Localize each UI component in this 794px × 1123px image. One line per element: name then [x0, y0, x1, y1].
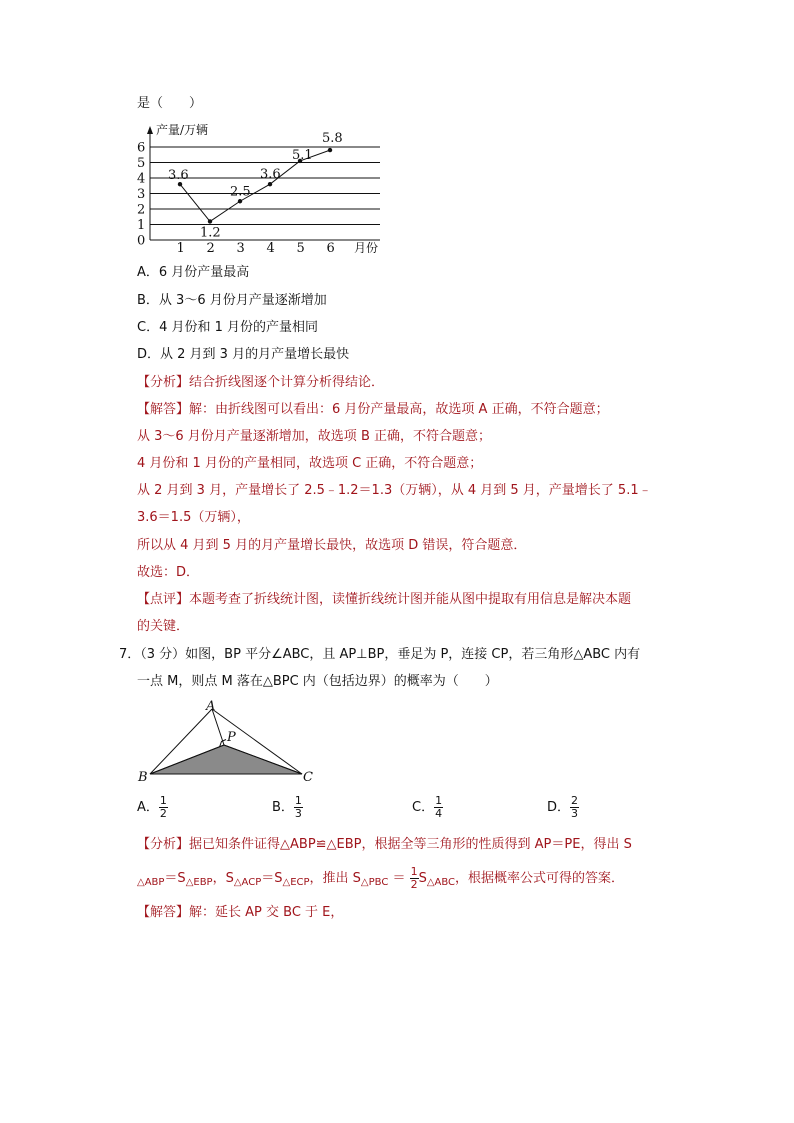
option-fraction: [159, 795, 168, 820]
text: ＝: [388, 871, 410, 886]
analysis-tag: 【分析】: [137, 837, 190, 852]
y-tick-label: 0: [137, 233, 146, 249]
denominator: 4: [435, 807, 443, 820]
answer-tag: 【解答】: [137, 905, 190, 920]
y-tick-label: 5: [137, 156, 146, 171]
q6-option-d: D．从 2 月到 3 月的月产量增长最快: [137, 347, 350, 362]
option-letter: B．: [272, 800, 294, 815]
q6-analysis: [137, 374, 384, 392]
x-tick-labels: [177, 241, 335, 256]
analysis-tag: 【分析】: [137, 375, 190, 390]
x-tick-label: 2: [206, 241, 215, 256]
shaded-triangle-bpc: [150, 745, 302, 774]
option-letter: C．: [412, 800, 435, 815]
data-point: [328, 148, 332, 152]
text: ＝S: [164, 871, 186, 886]
comment-tag: 【点评】: [137, 592, 190, 607]
q7-option-b: [272, 795, 303, 820]
data-label: 1.2: [200, 225, 221, 241]
q6-answer-line-1: [137, 401, 609, 419]
y-axis-label: 产量/万辆: [156, 123, 209, 137]
q7-stem-line-2: 一点 M，则点 M 落在△BPC 内（包括边界）的概率为（ ）: [137, 674, 498, 689]
analysis-text: 据已知条件证得△ABP≌△EBP，根据全等三角形的性质得到 AP＝PE，得出 S: [189, 837, 632, 852]
q6-answer-line-2: 从 3～6 月份月产量逐渐增加，故选项 B 正确，不符合题意；: [137, 429, 491, 444]
comment-text: 本题考查了折线统计图，读懂折线统计图并能从图中提取有用信息是解决本题: [189, 592, 632, 607]
numerator: 2: [571, 794, 579, 807]
q7-analysis-line-2: [137, 866, 624, 892]
data-label: 5.1: [292, 147, 313, 163]
numerator: 1: [435, 794, 443, 807]
q6-answer-line-4: 从 2 月到 3 月，产量增长了 2.5﹣1.2＝1.3（万辆），从 4 月到 5 月，产量增长了 5.1﹣: [137, 483, 652, 498]
q6-option-c: C．4 月份和 1 月份的产量相同: [137, 320, 319, 335]
q6-comment-line-2: 的关键．: [137, 619, 190, 634]
option-fraction: [570, 795, 579, 820]
q6-stem-tail: 是（ ）: [137, 96, 203, 111]
numerator: 1: [294, 794, 302, 807]
subscript: △EBP: [185, 877, 213, 888]
label-c: C: [303, 770, 313, 785]
q7-option-c: [412, 795, 443, 820]
q6-option-a: A．6 月份产量最高: [137, 265, 250, 280]
q7-option-a: [137, 795, 168, 820]
x-tick-label: 6: [326, 241, 335, 256]
subscript: △ECP: [282, 877, 310, 888]
y-tick-label: 2: [137, 202, 146, 218]
chart-grid: [150, 147, 380, 225]
text: ，根据概率公式可得的答案．: [455, 871, 625, 886]
option-letter: D．: [547, 800, 571, 815]
y-tick-labels: [137, 141, 145, 249]
y-tick-label: 4: [137, 171, 146, 187]
text: ＝S: [261, 871, 283, 886]
option-fraction: [294, 795, 303, 820]
label-b: B: [138, 770, 148, 785]
data-label: 2.5: [230, 184, 251, 200]
q6-answer-line-5: 3.6＝1.5（万辆），: [137, 510, 250, 525]
y-tick-label: 6: [137, 140, 146, 156]
text: ，推出 S: [309, 871, 361, 886]
answer-tag: 【解答】: [137, 402, 190, 417]
data-label: 3.6: [260, 167, 281, 183]
q7-stem-line-1: 7．（3 分）如图，BP 平分∠ABC，且 AP⊥BP，垂足为 P，连接 CP，若三角形△ABC 内有: [119, 647, 641, 662]
q7-answer: [137, 904, 343, 922]
x-axis-label: 月份: [354, 241, 379, 255]
text: S: [418, 871, 427, 886]
label-p: P: [227, 730, 236, 745]
x-tick-label: 3: [236, 241, 245, 256]
data-point: [268, 182, 272, 186]
data-label: 3.6: [168, 168, 189, 184]
triangle-figure: [130, 698, 320, 788]
answer-text: 解：延长 AP 交 BC 于 E，: [189, 905, 344, 920]
y-tick-label: 1: [137, 218, 146, 233]
q6-option-b: B．从 3～6 月份月产量逐渐增加: [137, 293, 327, 308]
option-letter: A．: [137, 800, 159, 815]
option-fraction: [434, 795, 443, 820]
half-fraction: [410, 866, 419, 891]
x-tick-label: 4: [266, 241, 275, 256]
q7-option-d: [547, 795, 579, 820]
data-point: [208, 219, 212, 223]
label-a: A: [206, 699, 216, 714]
denominator: 3: [571, 807, 579, 820]
data-point: [238, 199, 242, 203]
text: ，S: [212, 871, 234, 886]
denominator: 3: [294, 807, 302, 820]
numerator: 1: [159, 794, 167, 807]
subscript: △ABP: [137, 877, 165, 888]
subscript: △ACP: [233, 877, 262, 888]
subscript: △ABC: [426, 877, 456, 888]
y-tick-label: 3: [137, 187, 146, 202]
data-label: 5.8: [322, 131, 343, 147]
q6-answer-line-7: 故选：D．: [137, 565, 200, 580]
q6-comment: [137, 591, 631, 609]
denominator: 2: [159, 807, 167, 820]
analysis-text: 结合折线图逐个计算分析得结论．: [189, 375, 385, 390]
q6-answer-line-6: 所以从 4 月到 5 月的月产量增长最快，故选项 D 错误，符合题意．: [137, 538, 527, 553]
x-tick-label: 5: [296, 241, 305, 256]
x-tick-label: 1: [176, 241, 185, 256]
numerator: 1: [410, 865, 418, 878]
production-line-chart: [132, 118, 392, 258]
q6-answer-line-3: 4 月份和 1 月份的产量相同，故选项 C 正确，不符合题意；: [137, 456, 483, 471]
subscript: △PBC: [360, 877, 389, 888]
answer-text: 解：由折线图可以看出：6 月份产量最高，故选项 A 正确，不符合题意；: [189, 402, 609, 417]
q7-analysis-line-1: [137, 836, 632, 854]
denominator: 2: [410, 878, 418, 891]
